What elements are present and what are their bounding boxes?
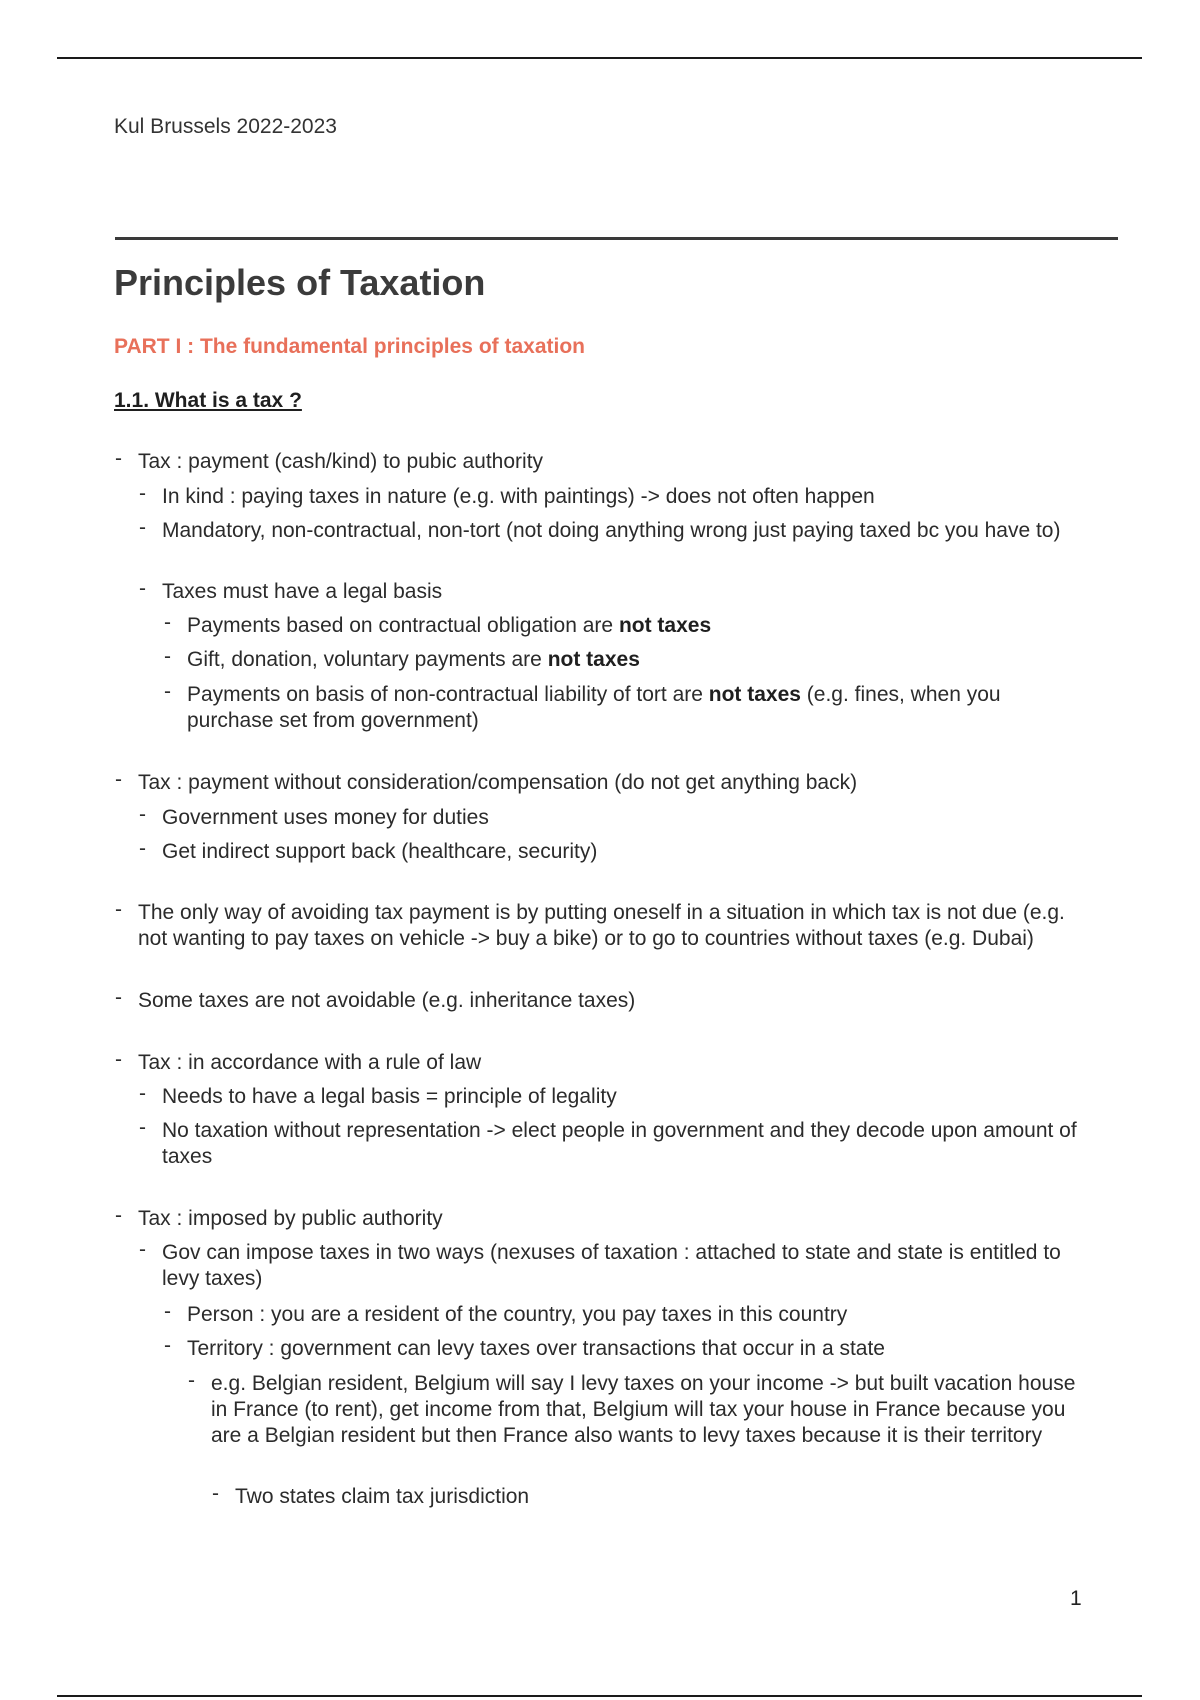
bullet-dash: - [139, 482, 146, 505]
bullet-dash: - [139, 1082, 146, 1105]
section-heading: 1.1. What is a tax ? [114, 389, 302, 412]
bullet-dash: - [115, 986, 122, 1009]
bullet-dash: - [139, 1238, 146, 1261]
list-item [139, 577, 1092, 605]
bullet-dash: - [115, 1048, 122, 1071]
list-item [115, 986, 1088, 1014]
bullet-dash: - [164, 645, 171, 668]
list-item [139, 1082, 1092, 1110]
list-item-text: Gift, donation, voluntary payments are [187, 648, 548, 671]
list-item [164, 680, 1092, 734]
bullet-dash: - [115, 768, 122, 791]
bullet-dash: - [139, 803, 146, 826]
emphasis-text: not taxes [618, 614, 712, 637]
list-item-text: Tax : payment without consideration/compensation (do not get anything back) [138, 771, 858, 794]
emphasis-text: not taxes [708, 683, 801, 706]
bullet-dash: - [139, 837, 146, 860]
page-top-rule [57, 57, 1142, 59]
list-item [164, 1300, 1092, 1328]
list-item-text: e.g. Belgian resident, Belgium will say I levy taxes on your income -> but built vacation house in France (to rent), get income from that, Belgium will tax your house in France because you are a Belgian resident but then France also wants to levy taxes because it is their territory [211, 1372, 1076, 1447]
bullet-dash: - [115, 898, 122, 921]
list-item-text: Gov can impose taxes in two ways (nexuses of taxation : attached to state and state is entitled to levy taxes) [162, 1241, 1061, 1290]
list-item [139, 1116, 1092, 1170]
list-item-text: Tax : imposed by public authority [138, 1207, 443, 1230]
list-item [115, 1204, 1088, 1232]
list-item-text: In kind : paying taxes in nature (e.g. with paintings) -> does not often happen [162, 485, 875, 508]
list-item-text: Needs to have a legal basis = principle of legality [162, 1085, 617, 1108]
list-item [188, 1369, 1091, 1449]
bullet-dash: - [164, 611, 171, 634]
list-item-text: Some taxes are not avoidable (e.g. inheritance taxes) [138, 989, 636, 1012]
bullet-dash: - [115, 1204, 122, 1227]
page-number: 1 [1070, 1587, 1082, 1610]
list-item-text: Territory : government can levy taxes over transactions that occur in a state [187, 1337, 885, 1360]
bullet-dash: - [188, 1369, 195, 1392]
document-title: Principles of Taxation [114, 262, 486, 303]
emphasis-text: not taxes [547, 648, 640, 671]
list-item [139, 803, 1092, 831]
list-item [164, 1334, 1092, 1362]
course-header: Kul Brussels 2022-2023 [114, 115, 337, 138]
list-item-text: Tax : payment (cash/kind) to pubic authority [138, 450, 544, 473]
list-item-text: The only way of avoiding tax payment is by putting oneself in a situation in which tax is not due (e.g. not wanting to pay taxes on vehicle -> buy a bike) or to go to countries without taxes (e.g. Dubai) [138, 901, 1065, 950]
bullet-dash: - [115, 447, 122, 470]
bullet-dash: - [164, 1334, 171, 1357]
list-item-text: No taxation without representation -> elect people in government and they decode upon amount of taxes [162, 1119, 1077, 1168]
list-item [212, 1482, 1085, 1510]
list-item [115, 898, 1088, 952]
list-item [139, 1238, 1092, 1292]
list-item [139, 482, 1092, 510]
list-item-text: (e.g. fines, when you purchase set from government) [187, 683, 1001, 732]
list-item-text: Government uses money for duties [162, 806, 489, 829]
bullet-dash: - [139, 1116, 146, 1139]
bullet-dash: - [139, 516, 146, 539]
list-item-text: Payments on basis of non-contractual liability of tort are [187, 683, 709, 706]
list-item-text: Tax : in accordance with a rule of law [138, 1051, 482, 1074]
list-item [115, 1048, 1088, 1076]
title-divider [115, 237, 1118, 240]
bullet-dash: - [164, 1300, 171, 1323]
list-item-text: Two states claim tax jurisdiction [235, 1485, 530, 1508]
list-item [115, 768, 1088, 796]
bullet-dash: - [212, 1482, 219, 1505]
bullet-dash: - [164, 680, 171, 703]
list-item [164, 611, 1092, 639]
list-item-text: Get indirect support back (healthcare, security) [162, 840, 598, 863]
list-item [115, 447, 1088, 475]
list-item-text: Payments based on contractual obligation are [187, 614, 619, 637]
page-bottom-rule [57, 1695, 1142, 1697]
list-item-text: Person : you are a resident of the country, you pay taxes in this country [187, 1303, 848, 1326]
bullet-dash: - [139, 577, 146, 600]
list-item [139, 516, 1092, 544]
part-heading: PART I : The fundamental principles of taxation [114, 335, 585, 358]
list-item-text: Taxes must have a legal basis [162, 580, 443, 603]
list-item [139, 837, 1092, 865]
list-item-text: Mandatory, non-contractual, non-tort (not doing anything wrong just paying taxed bc you have to) [162, 519, 1061, 542]
list-item [164, 645, 1092, 673]
